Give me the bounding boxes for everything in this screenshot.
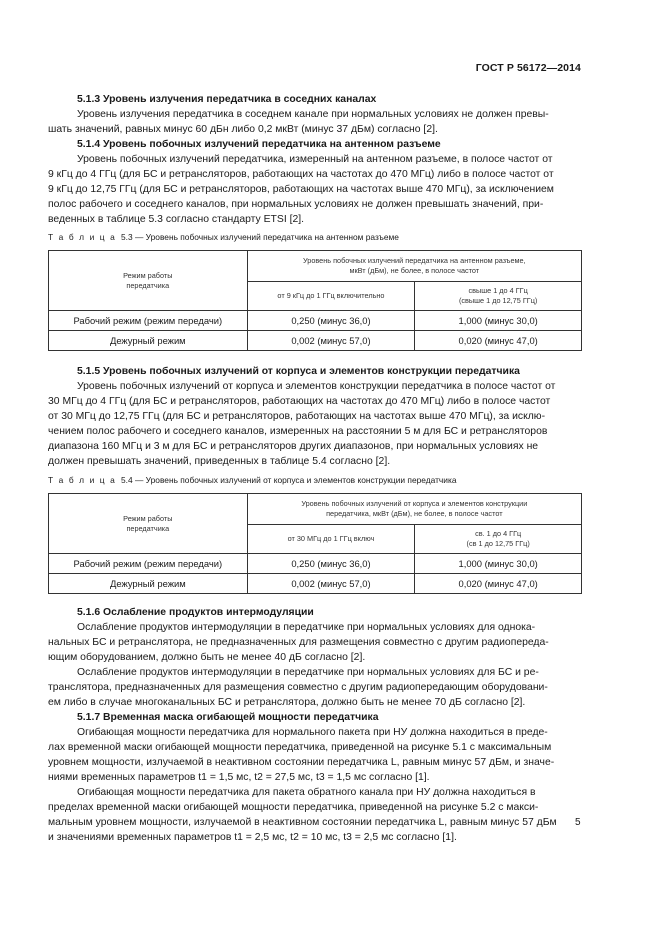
caption-text: 5.4 — Уровень побочных излучений от корпуса и элементов конструкции передатчика [121,475,457,485]
section-heading-5-1-6: 5.1.6 Ослабление продуктов интермодуляции [77,607,314,618]
text-line: ющим оборудованием, должно быть не менее 40 дБ согласно [2]. [48,652,366,663]
cell-value: 0,020 (минус 47,0) [415,574,582,594]
text-line: Огибающая мощности передатчика для пакета обратного канала при НУ должна находиться в [77,787,536,798]
table-caption-5-4 [48,475,456,485]
text-line: Ослабление продуктов интермодуляции в передатчике при нормальных условиях для БС и ре- [77,667,539,678]
caption-prefix: Т а б л и ц а [48,232,117,242]
text-line: транслятора, предназначенных для размещения совместно с другим радиопередающим оборудовани- [48,682,548,693]
text-line: нальных БС и ретранслятора, не предназначенных для размещения совместно с другим радиопереда- [48,637,549,648]
group-header-line: передатчика, мкВт (дБм), не более, в полосе частот [326,509,503,518]
text-line: Уровень излучения передатчика в соседнем канале при нормальных условиях не должен превы- [77,109,549,120]
section-heading-5-1-7: 5.1.7 Временная маска огибающей мощности передатчика [77,712,379,723]
paragraph-5-1-6-b [48,665,581,710]
text-line: уровнем мощности, излучаемой в неактивном состоянии передатчика L, равным минус 57 дБм, и значе- [48,757,555,768]
group-header [247,251,581,282]
paragraph-5-1-7-a [48,725,581,785]
paragraph-5-1-4 [48,152,581,227]
col-header-line: свыше 1 до 4 ГГц [468,286,528,295]
text-line: диапазона 160 МГц и 3 м для БС и ретрансляторов других диапазонов, при нормальных условиях не [48,441,539,452]
text-line: Уровень побочных излучений от корпуса и элементов конструкции передатчика в полосе частот от [77,381,556,392]
text-line: 9 кГц до 4 ГГц (для БС и ретрансляторов, работающих на частотах до 470 МГц) либо в полосе частот от [48,169,554,180]
text-line: ем либо в случае многоканальных БС и ретранслятора, должно быть не менее 70 дБ согласно [2]. [48,697,526,708]
text-line: Уровень побочных излучений передатчика, измеренный на антенном разъеме, в полосе частот от [77,154,553,165]
text-line: мальным уровнем мощности, излучаемой в неактивном состоянии передатчика L, равным минус 57 дБм [48,817,557,828]
section-heading-5-1-4: 5.1.4 Уровень побочных излучений передатчика на антенном разъеме [77,139,441,150]
group-header-line: Уровень побочных излучений от корпуса и элементов конструкции [301,499,528,508]
cell-value: 0,002 (минус 57,0) [247,331,415,351]
text-line: должен превышать значений, приведенных в таблице 5.4 согласно [2]. [48,456,391,467]
text-line: 9 кГц до 12,75 ГГц (для БС и ретрансляторов, работающих на частотах выше 470 МГц), за исключением [48,184,554,195]
mode-header [49,251,248,311]
paragraph-5-1-5 [48,379,581,469]
section-heading-5-1-5: 5.1.5 Уровень побочных излучений от корпуса и элементов конструкции передатчика [77,366,520,377]
text-line: шать значений, равных минус 60 дБн либо 0,2 мкВт (минус 37 дБм) согласно [2]. [48,124,438,135]
mode-header-line: передатчика [126,280,170,290]
text-line: лах временной маски огибающей мощности передатчика, приведенной на рисунке 5.1 с максимальным [48,742,552,753]
col-header-line: св. 1 до 4 ГГц [475,529,522,538]
text-line: полос рабочего и соседнего каналов, при нормальных условиях не должен превышать значений, при- [48,199,544,210]
text-line: ниями временных параметров t1 = 1,5 мс, t2 = 27,5 мс, t3 = 1,5 мс согласно [1]. [48,772,430,783]
table-5-4 [48,493,582,594]
group-header [247,494,581,525]
text-line: и значениями временных параметров t1 = 2,5 мс, t2 = 10 мс, t3 = 2,5 мс согласно [1]. [48,832,457,843]
text-line: Ослабление продуктов интермодуляции в передатчике при нормальных условиях для однока- [77,622,536,633]
table-row [49,331,582,351]
col-header-low-band: от 30 МГц до 1 ГГц включ [247,525,415,554]
group-header-line: Уровень побочных излучений передатчика на антенном разъеме, [302,256,526,265]
page-number: 5 [575,817,581,828]
col-header-low-band: от 9 кГц до 1 ГГц включительно [247,282,415,311]
text-line: пределах временной маски огибающей мощности передатчика, приведенной на рисунке 5.2 с макси- [48,802,539,813]
paragraph-5-1-3 [48,107,581,137]
col-header-line: (свыше 1 до 12,75 ГГц) [458,296,538,305]
cell-value: 0,020 (минус 47,0) [415,331,582,351]
mode-header-line: Режим работы [123,270,173,280]
cell-value: 0,250 (минус 36,0) [247,554,415,574]
section-heading-5-1-3: 5.1.3 Уровень излучения передатчика в соседних каналах [77,94,377,105]
mode-header-line: передатчика [126,523,170,533]
table-row [49,554,582,574]
caption-text: 5.3 — Уровень побочных излучений передатчика на антенном разъеме [121,232,399,242]
paragraph-5-1-6-a [48,620,581,665]
text-line: чением полос рабочего и соседнего каналов, измеренных на расстоянии 5 м для БС и ретрансляторов [48,426,548,437]
col-header-line: (св 1 до 12,75 ГГц) [466,539,530,548]
cell-value: 0,002 (минус 57,0) [247,574,415,594]
paragraph-5-1-7-b [48,785,581,845]
col-header-high-band [415,525,582,554]
table-caption-5-3 [48,232,399,242]
table-row [49,311,582,331]
caption-prefix: Т а б л и ц а [48,475,117,485]
cell-mode: Рабочий режим (режим передачи) [49,311,248,331]
col-header-high-band [415,282,582,311]
cell-mode: Дежурный режим [49,331,248,351]
text-line: 30 МГц до 4 ГГц (для БС и ретрансляторов, работающих на частотах до 470 МГц) либо в полосе частот [48,396,551,407]
table-5-3 [48,250,582,351]
mode-header-line: Режим работы [123,513,173,523]
group-header-line: мкВт (дБм), не более, в полосе частот [349,266,480,275]
cell-value: 1,000 (минус 30,0) [415,311,582,331]
cell-mode: Дежурный режим [49,574,248,594]
standard-number: ГОСТ Р 56172—2014 [475,62,581,74]
cell-value: 1,000 (минус 30,0) [415,554,582,574]
cell-value: 0,250 (минус 36,0) [247,311,415,331]
text-line: Огибающая мощности передатчика для нормального пакета при НУ должна находиться в преде- [77,727,548,738]
text-line: от 30 МГц до 12,75 ГГц (для БС и ретрансляторов, работающих на частотах выше 470 МГц), за исклю- [48,411,546,422]
text-line: веденных в таблице 5.3 согласно стандарту ETSI [2]. [48,214,305,225]
table-row [49,574,582,594]
mode-header [49,494,248,554]
cell-mode: Рабочий режим (режим передачи) [49,554,248,574]
